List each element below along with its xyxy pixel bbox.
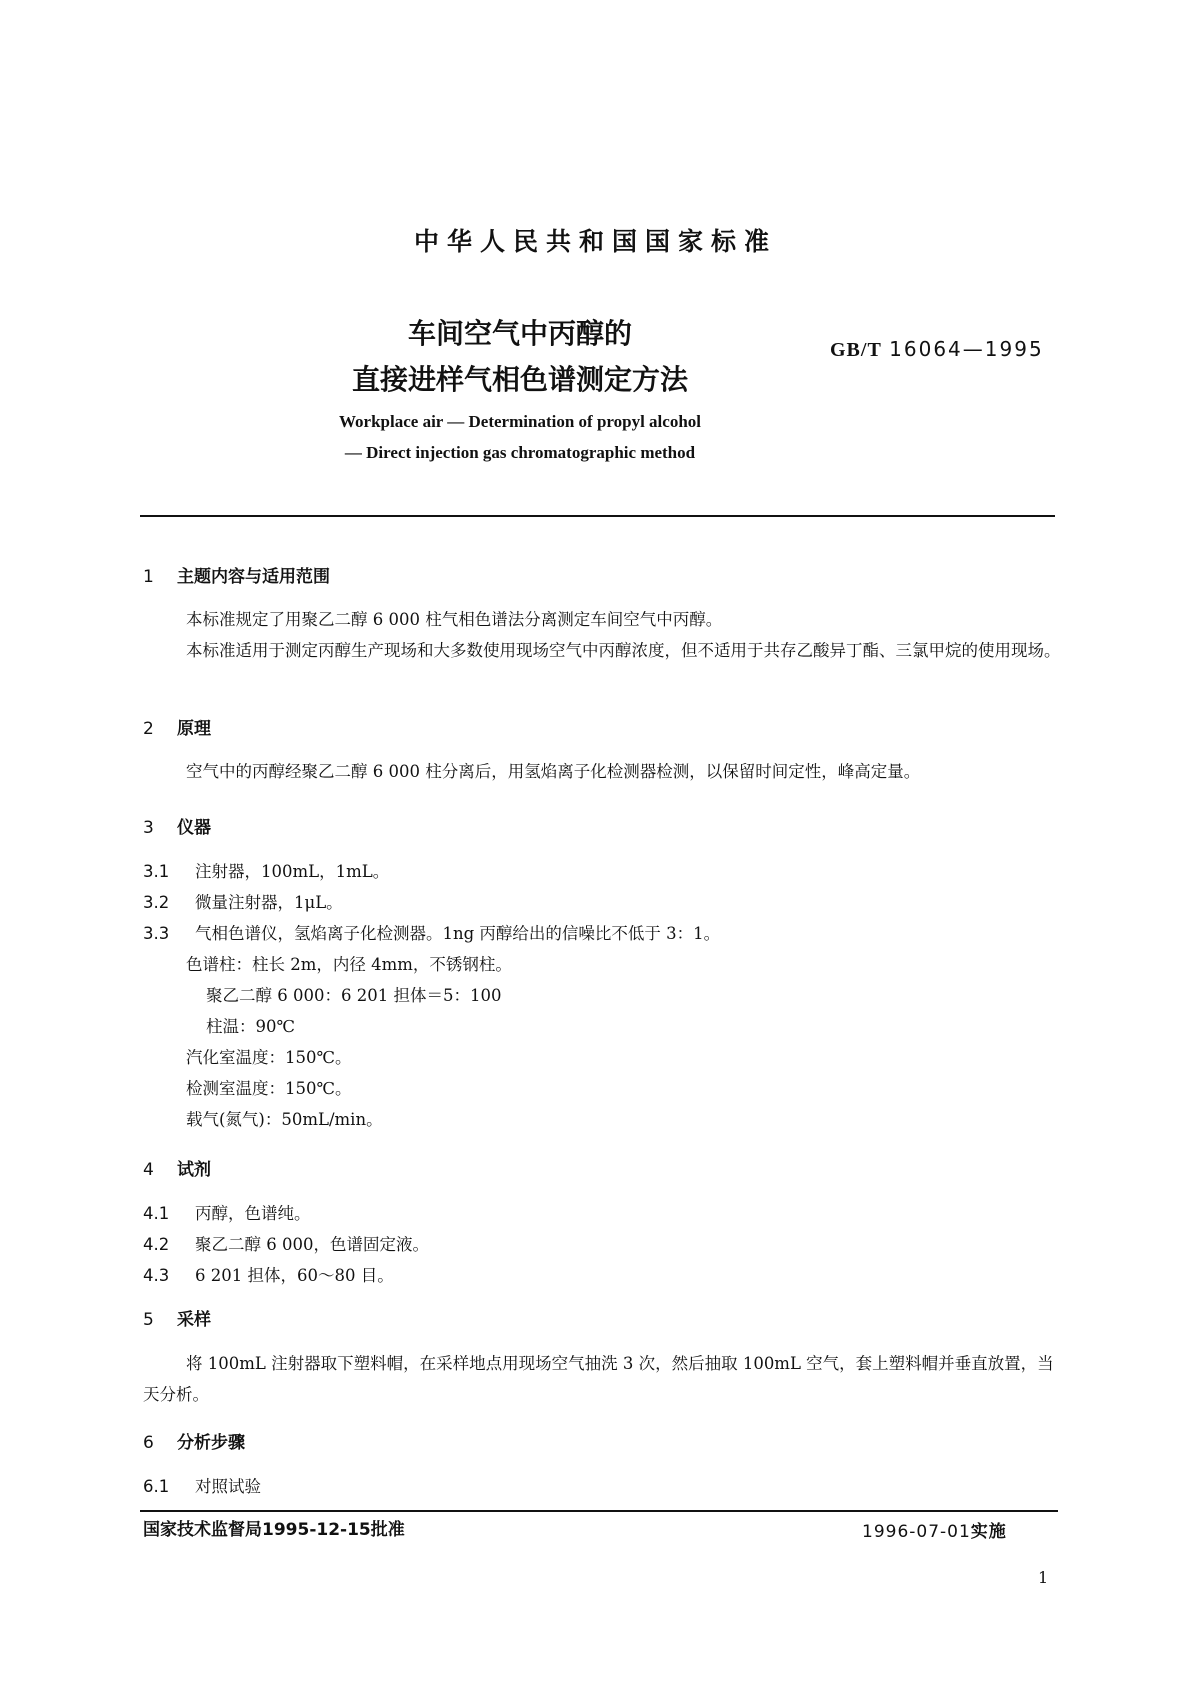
carrier-gas: 载气(氮气)：50mL/min。 (186, 1110, 383, 1129)
item-text: 气相色谱仪，氢焰离子化检测器。1ng 丙醇给出的信噪比不低于 3：1。 (195, 924, 721, 943)
list-item (143, 1231, 429, 1255)
national-standard-heading: 中华人民共和国国家标准 (413, 227, 777, 256)
section-title: 原理 (177, 719, 211, 739)
section-title: 仪器 (177, 818, 211, 838)
column-spec: 色谱柱：柱长 2m，内径 4mm，不锈钢柱。 (186, 955, 512, 974)
english-title-line-2: — Direct injection gas chromatographic method (344, 443, 696, 462)
page-number: 1 (1038, 1568, 1049, 1587)
item-number: 4.3 (143, 1266, 170, 1285)
section-4-heading (143, 1155, 211, 1180)
standard-code-number: 16064—1995 (889, 337, 1044, 361)
section-number: 1 (143, 567, 154, 587)
item-text: 注射器，100mL，1mL。 (195, 862, 390, 881)
approval-note: 国家技术监督局1995-12-15批准 (143, 1520, 405, 1540)
section-number: 3 (143, 818, 154, 838)
implementation-date: 1996-07-01 (862, 1522, 971, 1542)
section-6-heading (143, 1428, 245, 1453)
item-number: 6.1 (143, 1477, 170, 1496)
english-title-line-1: Workplace air — Determination of propyl alcohol (338, 412, 702, 431)
item-text: 聚乙二醇 6 000，色谱固定液。 (195, 1235, 429, 1254)
section-3-heading (143, 813, 211, 838)
column-packing: 聚乙二醇 6 000：6 201 担体＝5：100 (206, 986, 502, 1005)
section-number: 6 (143, 1433, 154, 1453)
section-5-heading (143, 1305, 211, 1330)
section-1-heading (143, 562, 330, 587)
item-number: 4.2 (143, 1235, 170, 1254)
standard-code (830, 337, 1044, 362)
section-number: 5 (143, 1310, 154, 1330)
column-temperature: 柱温：90℃ (206, 1017, 295, 1036)
list-item (143, 889, 343, 913)
item-text: 对照试验 (195, 1477, 261, 1496)
section-title: 试剂 (177, 1160, 211, 1180)
section-title: 主题内容与适用范围 (177, 567, 330, 587)
section-2-heading (143, 714, 211, 739)
implementation-label: 实施 (970, 1522, 1007, 1542)
list-item (143, 1473, 261, 1497)
section-2-paragraph-1: 空气中的丙醇经聚乙二醇 6 000 柱分离后，用氢焰离子化检测器检测，以保留时间定性，峰高定量。 (186, 762, 921, 781)
section-5-paragraph-1: 将 100mL 注射器取下塑料帽，在采样地点用现场空气抽洗 3 次，然后抽取 100mL 空气，套上塑料帽并垂直放置，当天分析。 (143, 1354, 1054, 1404)
item-text: 丙醇，色谱纯。 (195, 1204, 311, 1223)
title-line-1: 车间空气中丙醇的 (407, 317, 632, 350)
item-text: 6 201 担体，60～80 目。 (195, 1266, 394, 1285)
section-number: 4 (143, 1160, 154, 1180)
section-1-paragraph-2: 本标准适用于测定丙醇生产现场和大多数使用现场空气中丙醇浓度，但不适用于共存乙酸异丁酯、三氯甲烷的使用现场。 (186, 641, 1061, 660)
section-title: 采样 (177, 1310, 211, 1330)
list-item (143, 1262, 394, 1286)
item-text: 微量注射器，1μL。 (195, 893, 343, 912)
standard-code-prefix: GB/T (830, 339, 882, 361)
section-number: 2 (143, 719, 154, 739)
item-number: 4.1 (143, 1204, 170, 1223)
vaporizer-temperature: 汽化室温度：150℃。 (186, 1048, 352, 1067)
list-item (143, 1200, 311, 1224)
title-line-2: 直接进样气相色谱测定方法 (351, 363, 688, 396)
section-title: 分析步骤 (177, 1433, 245, 1453)
footer-divider (140, 1510, 1058, 1512)
item-number: 3.1 (143, 862, 170, 881)
list-item (143, 920, 720, 944)
item-number: 3.2 (143, 893, 170, 912)
implementation-note (862, 1517, 1007, 1542)
item-number: 3.3 (143, 924, 170, 943)
section-1-paragraph-1: 本标准规定了用聚乙二醇 6 000 柱气相色谱法分离测定车间空气中丙醇。 (186, 610, 723, 629)
header-divider (140, 515, 1055, 517)
list-item (143, 858, 389, 882)
detector-temperature: 检测室温度：150℃。 (186, 1079, 352, 1098)
